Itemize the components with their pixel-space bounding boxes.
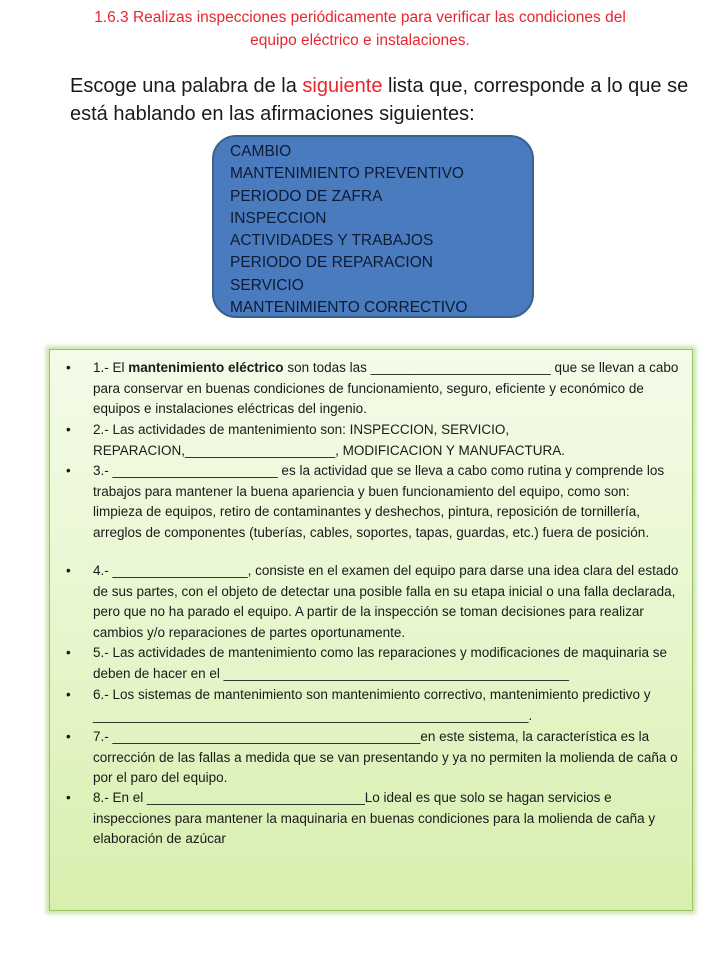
bullet: • [66,422,71,437]
question-text: son todas las ________________________ que se llevan a cabo para conservar en buenas condiciones de funcionamiento, seguro, eficiente y económico de equipos e instalaciones eléctricas del ingenio. [93,360,679,416]
question-5 [66,643,679,684]
question-2 [66,420,679,461]
instruction-highlight: siguiente [302,75,383,97]
word-bank-item: PERIODO DE REPARACION [230,254,433,272]
bullet: • [66,729,71,744]
bullet: • [66,563,71,578]
question-text: 8.- En el _____________________________Lo ideal es que solo se hagan servicios e inspecciones para mantener la maquinaria en buenas condiciones para la molienda de caña y elaboración de azúcar [93,790,656,846]
question-text: 5.- Las actividades de mantenimiento como las reparaciones y modificaciones de maquinaria se deben de hacer en el ______________________________________________ [93,645,668,681]
question-text: 6.- Los sistemas de mantenimiento son mantenimiento correctivo, mantenimiento predictivo y __________________________________________________________. [93,687,651,723]
question-3 [66,461,679,543]
instruction-part-2: lista que, corresponde a lo que se está hablando en las afirmaciones siguientes: [70,75,689,125]
question-text: 2.- Las actividades de mantenimiento son: INSPECCION, SERVICIO, REPARACION,____________________, MODIFICACION Y MANUFACTURA. [93,422,565,458]
question-bold-term: mantenimiento eléctrico [128,360,284,375]
word-bank-item: MANTENIMIENTO CORRECTIVO [230,299,468,317]
question-6 [66,685,679,726]
word-bank-item: PERIODO DE ZAFRA [230,187,383,205]
question-4 [66,561,679,643]
question-text: 4.- __________________, consiste en el examen del equipo para darse una idea clara del estado de sus partes, con el objeto de detectar una posible falla en su etapa inicial o una falla declarada, pero que no ha parado el equipo. A partir de la inspección se toman decisiones para realizar cambios y/o reparaciones de partes oportunamente. [93,563,679,640]
word-bank [212,135,534,318]
word-bank-item: INSPECCION [230,209,327,227]
questions-panel [49,349,693,911]
word-bank-item: MANTENIMIENTO PREVENTIVO [230,165,464,183]
question-text: 3.- ______________________ es la actividad que se lleva a cabo como rutina y comprende los trabajos para mantener la buena apariencia y buen funcionamiento del equipo, como son: limpieza de equipos, retiro de contaminantes y deshechos, pintura, reposición de tornillería, arreglos de componentes (tuberías, cables, soportes, tapas, guardas, etc.) fuera de posición. [93,463,665,540]
question-text: 7.- _________________________________________en este sistema, la característica es la corrección de las fallas a medida que se van presentando y ya no permiten la molienda de caña o por el paro del equipo. [93,729,678,785]
title-line-1: 1.6.3 Realizas inspecciones periódicamente para verificar las condiciones del [94,9,626,26]
bullet: • [66,687,71,702]
bullet: • [66,645,71,660]
word-bank-item: SERVICIO [230,276,304,294]
bullet: • [66,360,71,375]
question-1 [66,358,679,420]
title-line-2: equipo eléctrico e instalaciones. [250,32,470,49]
question-7 [66,727,679,789]
question-text: 1.- El [93,360,129,375]
instruction-part-1: Escoge una palabra de la [70,75,303,97]
bullet: • [66,790,71,805]
bullet: • [66,463,71,478]
page-title [40,6,680,52]
question-8 [66,788,679,850]
instruction-text [70,72,690,128]
word-bank-item: ACTIVIDADES Y TRABAJOS [230,232,434,250]
word-bank-item: CAMBIO [230,143,292,160]
